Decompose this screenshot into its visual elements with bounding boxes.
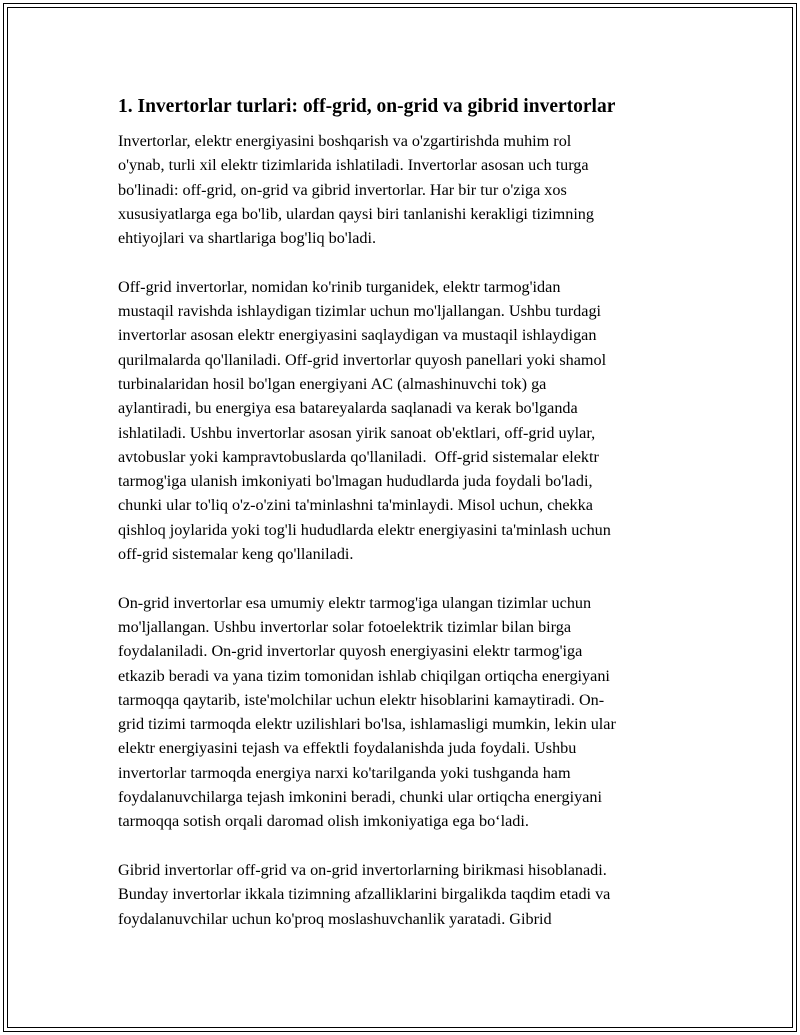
text-line: foydalanuvchilarga tejash imkonini beradi, chunki ular ortiqcha energiyani bbox=[118, 788, 602, 807]
text-line: Bunday invertorlar ikkala tizimning afzalliklarini birgalikda taqdim etadi va bbox=[118, 885, 611, 904]
text-line: foydalaniladi. On-grid invertorlar quyosh energiyasini elektr tarmog'iga bbox=[118, 642, 583, 661]
text-line: ishlatiladi. Ushbu invertorlar asosan yirik sanoat ob'ektlari, off-grid uylar, bbox=[118, 423, 596, 442]
section-heading: 1. Invertorlar turlari: off-grid, on-grid va gibrid invertorlar bbox=[118, 96, 616, 117]
text-line: invertorlar asosan elektr energiyasini saqlaydigan va mustaqil ishlaydigan bbox=[118, 326, 597, 345]
text-line: bo'linadi: off-grid, on-grid va gibrid invertorlar. Har bir tur o'ziga xos bbox=[118, 180, 567, 199]
text-line: aylantiradi, bu energiya esa batareyalarda saqlanadi va kerak bo'lganda bbox=[118, 399, 578, 418]
text-line: off-grid sistemalar keng qo'llaniladi. bbox=[118, 545, 354, 564]
text-line: tarmoqqa sotish orqali daromad olish imkoniyatiga ega bo‘ladi. bbox=[118, 812, 529, 831]
document-body bbox=[118, 94, 686, 955]
text-line: etkazib beradi va yana tizim tomonidan ishlab chiqilgan ortiqcha energiyani bbox=[118, 666, 610, 685]
text-line: Gibrid invertorlar off-grid va on-grid invertorlarning birikmasi hisoblanadi. bbox=[118, 860, 607, 879]
text-line: Off-grid invertorlar, nomidan ko'rinib turganidek, elektr tarmog'idan bbox=[118, 277, 561, 296]
text-line: tarmoqqa qaytarib, iste'molchilar uchun elektr hisoblarini kamaytiradi. On- bbox=[118, 690, 605, 709]
paragraph-hybrid bbox=[118, 858, 686, 931]
text-line: qishloq joylarida yoki tog'li hududlarda elektr energiyasini ta'minlash uchun bbox=[118, 520, 611, 539]
text-line: foydalanuvchilar uchun ko'proq moslashuvchanlik yaratadi. Gibrid bbox=[118, 909, 552, 928]
text-line: elektr energiyasini tejash va effektli foydalanishda juda foydali. Ushbu bbox=[118, 739, 577, 758]
text-line: tarmog'iga ulanish imkoniyati bo'lmagan hududlarda juda foydali bo'ladi, bbox=[118, 472, 593, 491]
text-line: avtobuslar yoki kampravtobuslarda qo'llaniladi. Off-grid sistemalar elektr bbox=[118, 447, 599, 466]
paragraph-on-grid bbox=[118, 591, 686, 834]
text-line: mustaqil ravishda ishlaydigan tizimlar uchun mo'ljallangan. Ushbu turdagi bbox=[118, 302, 602, 321]
paragraph-intro bbox=[118, 129, 686, 250]
paragraph-off-grid bbox=[118, 275, 686, 567]
text-line: chunki ular to'liq o'z-o'zini ta'minlashni ta'minlaydi. Misol uchun, chekka bbox=[118, 496, 593, 515]
text-line: On-grid invertorlar esa umumiy elektr tarmog'iga ulangan tizimlar uchun bbox=[118, 593, 592, 612]
text-line: xususiyatlarga ega bo'lib, ulardan qaysi biri tanlanishi kerakligi tizimning bbox=[118, 204, 594, 223]
text-line: qurilmalarda qo'llaniladi. Off-grid invertorlar quyosh panellari yoki shamol bbox=[118, 350, 607, 369]
text-line: grid tizimi tarmoqda elektr uzilishlari bo'lsa, ishlamasligi mumkin, lekin ular bbox=[118, 715, 616, 734]
text-line: Invertorlar, elektr energiyasini boshqarish va o'zgartirishda muhim rol bbox=[118, 132, 572, 150]
text-line: o'ynab, turli xil elektr tizimlarida ishlatiladi. Invertorlar asosan uch turga bbox=[118, 156, 589, 175]
text-line: invertorlar tarmoqda energiya narxi ko'tarilganda yoki tushganda ham bbox=[118, 763, 571, 782]
text-line: mo'ljallangan. Ushbu invertorlar solar fotoelektrik tizimlar bilan birga bbox=[118, 617, 572, 636]
text-line: ehtiyojlari va shartlariga bog'liq bo'ladi. bbox=[118, 229, 377, 248]
text-line: turbinalaridan hosil bo'lgan energiyani AC (almashinuvchi tok) ga bbox=[118, 374, 547, 393]
